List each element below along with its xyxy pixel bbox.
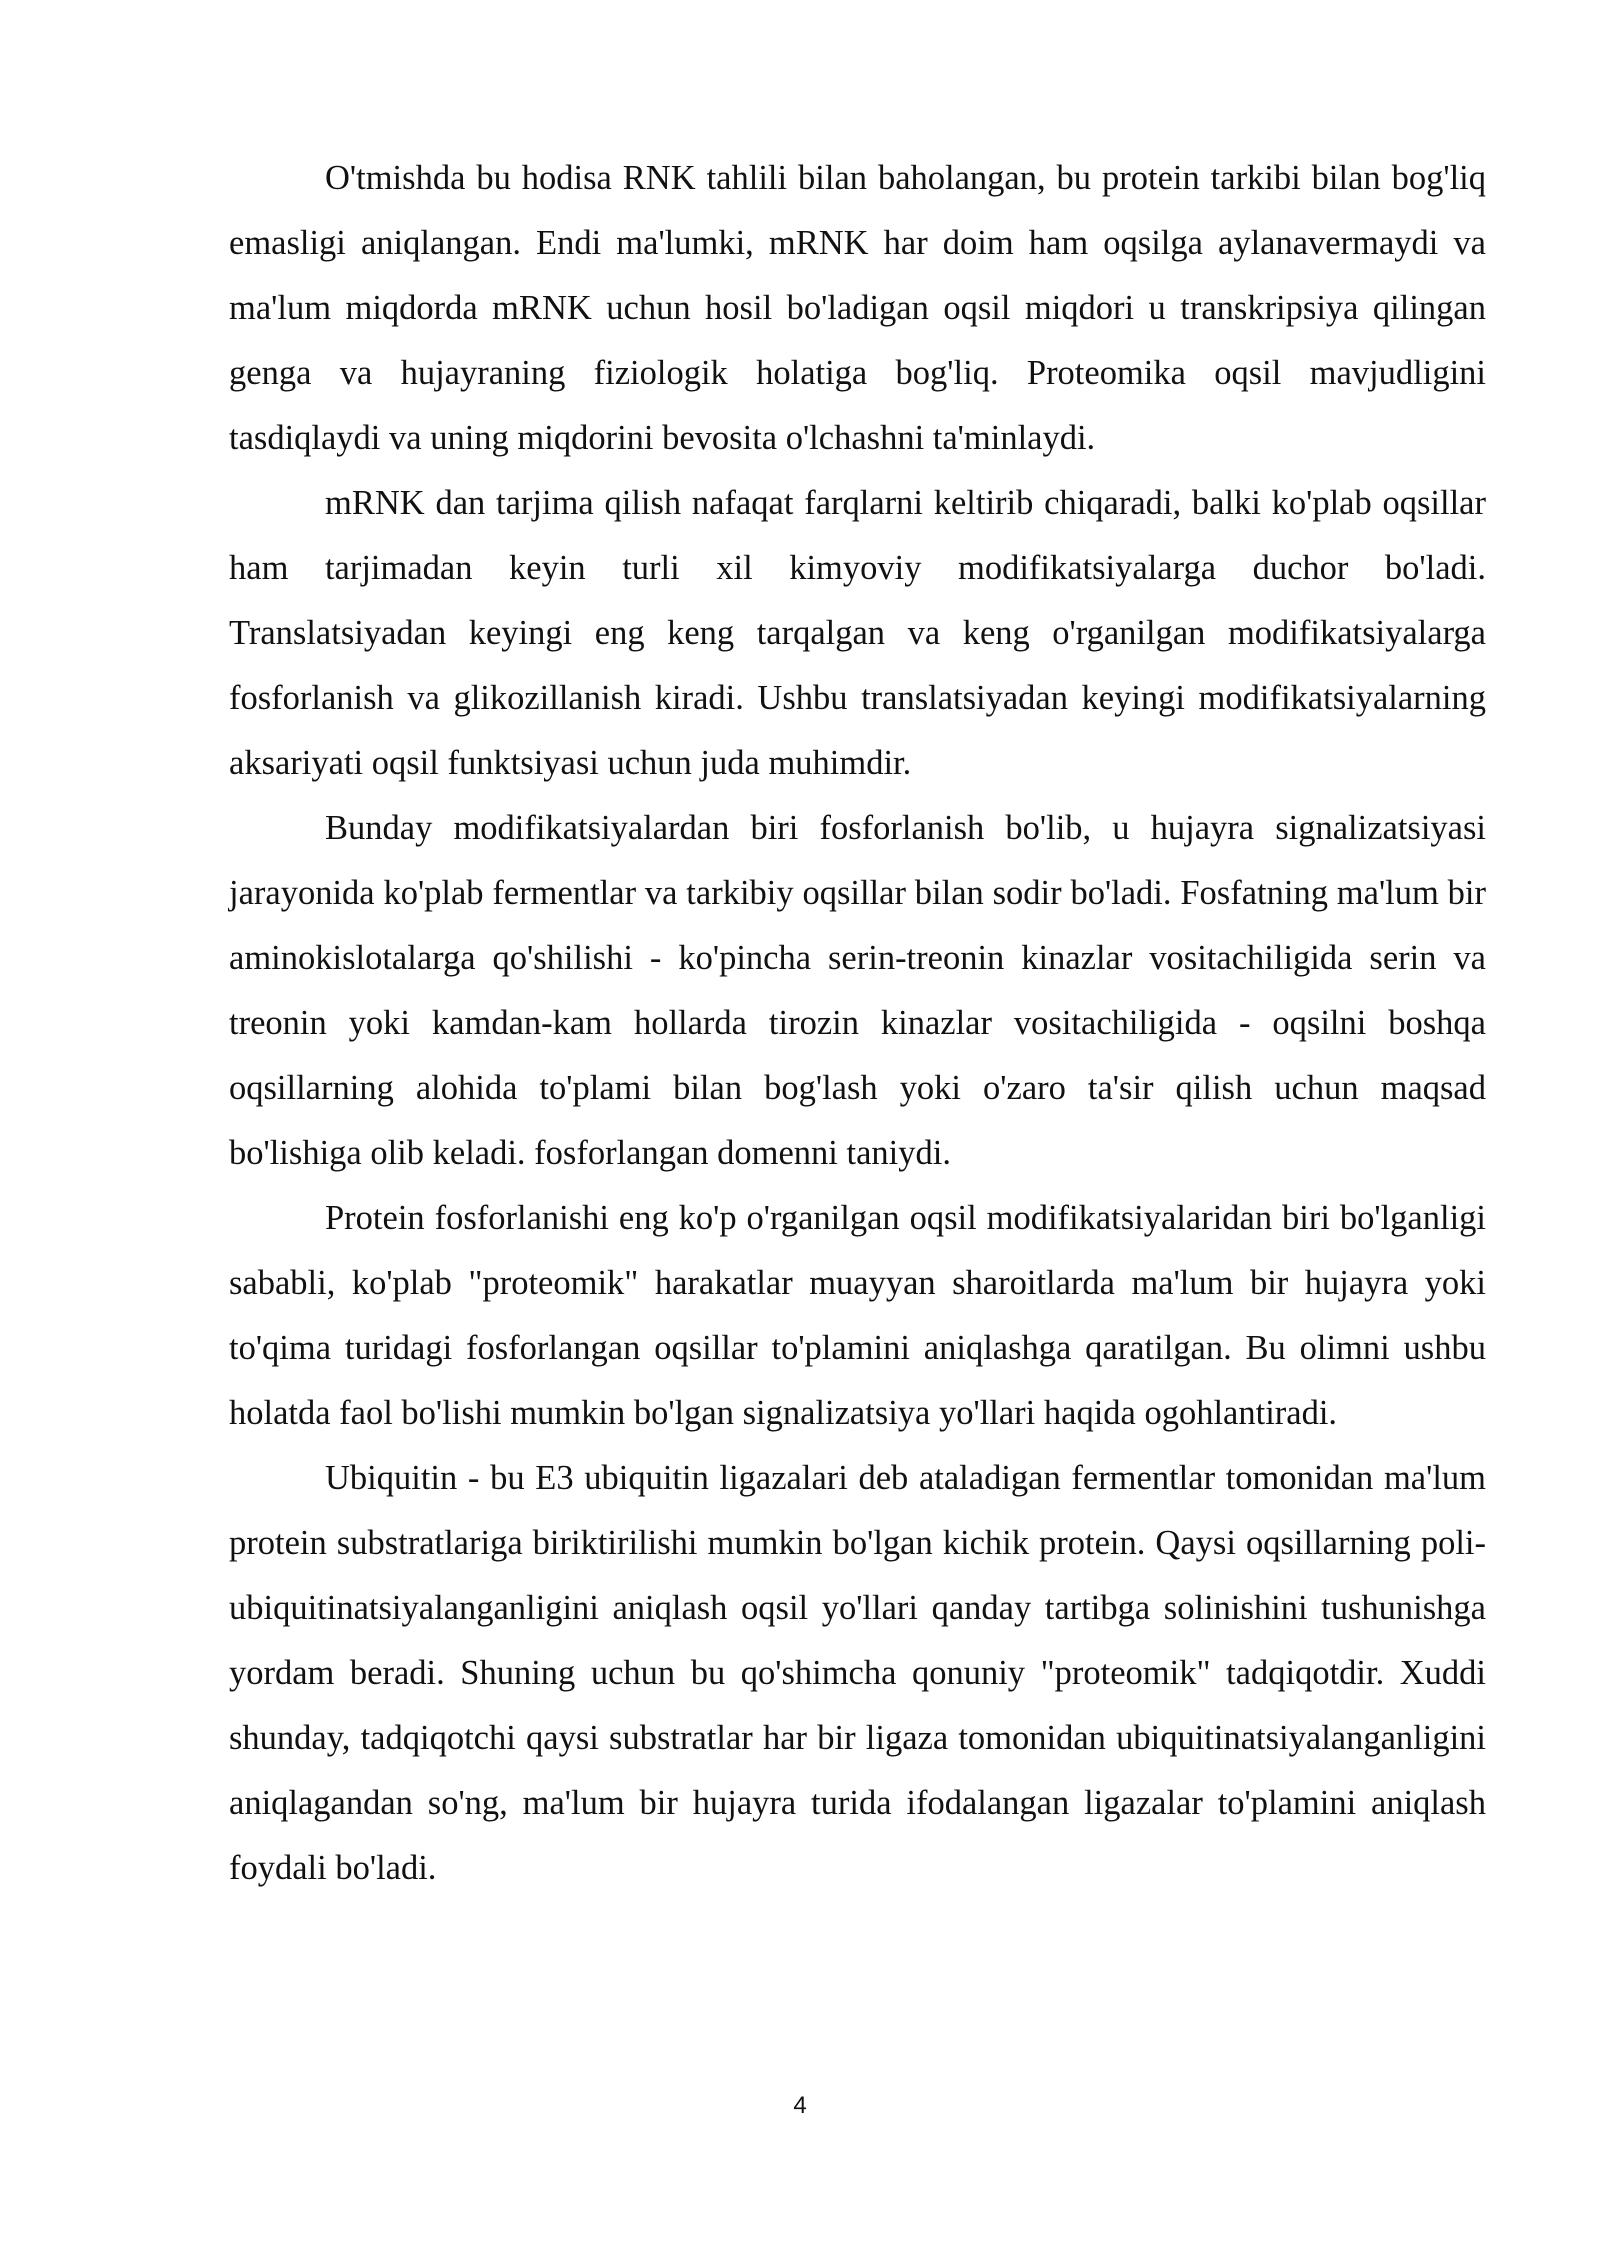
paragraph-5: Ubiquitin - bu E3 ubiquitin ligazalari deb ataladigan fermentlar tomonidan ma'lum protein substratlariga biriktirilishi mumkin bo'lgan kichik protein. Qaysi oqsillarning poli-ubiquitinatsiyalanganligini aniqlash oqsil yo'llari qanday tartibga solinishini tushunishga yordam beradi. Shuning uchun bu qo'shimcha qonuniy "proteomik" tadqiqotdir. Xuddi shunday, tadqiqotchi qaysi substratlar har bir ligaza tomonidan ubiquitinatsiyalanganligini aniqlagandan so'ng, ma'lum bir hujayra turida ifodalangan ligazalar to'plamini aniqlash foydali bo'ladi.	[229, 1459, 1486, 1887]
paragraph-1: O'tmishda bu hodisa RNK tahlili bilan baholangan, bu protein tarkibi bilan bog'liq emasligi aniqlangan. Endi ma'lumki, mRNK har doim ham oqsilga aylanavermaydi va ma'lum miqdorda mRNK uchun hosil bo'ladigan oqsil miqdori u transkripsiya qilingan genga va hujayraning fiziologik holatiga bog'liq. Proteomika oqsil mavjudligini tasdiqlaydi va uning miqdorini bevosita o'lchashni ta'minlaydi.	[229, 159, 1486, 457]
paragraph-3: Bunday modifikatsiyalardan biri fosforlanish bo'lib, u hujayra signalizatsiyasi jarayonida ko'plab fermentlar va tarkibiy oqsillar bilan sodir bo'ladi. Fosfatning ma'lum bir aminokislotalarga qo'shilishi - ko'pincha serin-treonin kinazlar vositachiligida serin va treonin yoki kamdan-kam hollarda tirozin kinazlar vositachiligida - oqsilni boshqa oqsillarning alohida to'plami bilan bog'lash yoki o'zaro ta'sir qilish uchun maqsad bo'lishiga olib keladi. fosforlangan domenni taniydi.	[229, 809, 1486, 1172]
page-number: 4	[793, 2092, 807, 2119]
body-text	[229, 146, 1486, 1901]
paragraph-2: mRNK dan tarjima qilish nafaqat farqlarni keltirib chiqaradi, balki ko'plab oqsillar ham tarjimadan keyin turli xil kimyoviy modifikatsiyalarga duchor bo'ladi. Translatsiyadan keyingi eng keng tarqalgan va keng o'rganilgan modifikatsiyalarga fosforlanish va glikozillanish kiradi. Ushbu translatsiyadan keyingi modifikatsiyalarning aksariyati oqsil funktsiyasi uchun juda muhimdir.	[229, 484, 1486, 782]
paragraph-4: Protein fosforlanishi eng ko'p o'rganilgan oqsil modifikatsiyalaridan biri bo'lganligi sababli, ko'plab "proteomik" harakatlar muayyan sharoitlarda ma'lum bir hujayra yoki to'qima turidagi fosforlangan oqsillar to'plamini aniqlashga qaratilgan. Bu olimni ushbu holatda faol bo'lishi mumkin bo'lgan signalizatsiya yo'llari haqida ogohlantiradi.	[229, 1199, 1486, 1432]
